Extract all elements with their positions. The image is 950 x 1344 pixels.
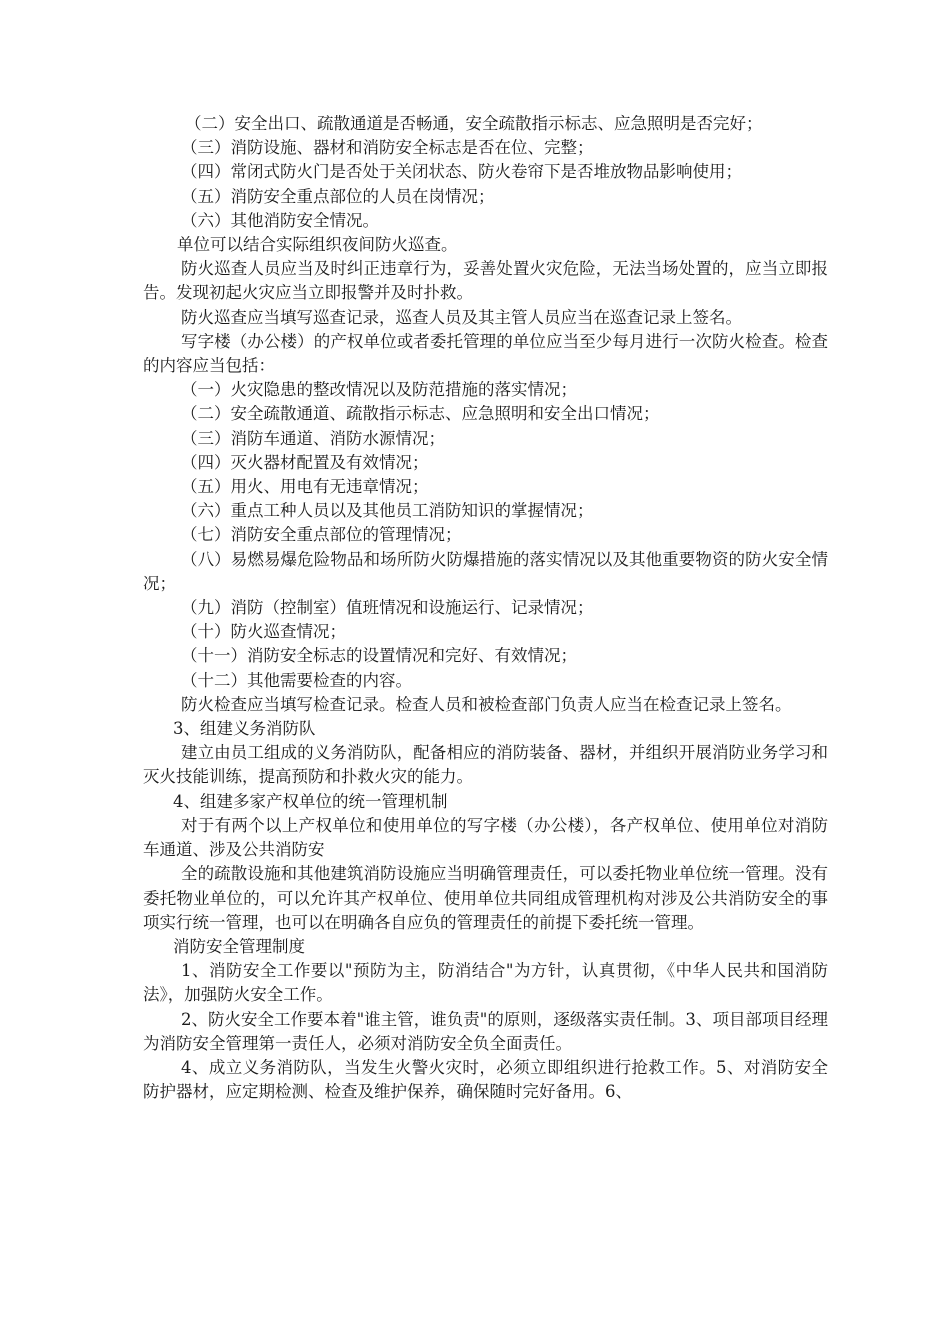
paragraph-22: 防火检查应当填写检查记录。检查人员和被检查部门负责人应当在检查记录上签名。 xyxy=(181,694,792,714)
paragraph-31: 4、成立义务消防队，当发生火警火灾时，必须立即组织进行抢救工作。5、对消防安全防护器材，应定期检测、检查及维护保养，确保随时完好备用。6、 xyxy=(143,1057,828,1102)
section-heading-4: 4、组建多家产权单位的统一管理机制 xyxy=(173,791,448,811)
paragraph-13: （四）灭火器材配置及有效情况； xyxy=(181,452,429,472)
paragraph-5: （六）其他消防安全情况。 xyxy=(181,210,379,230)
paragraph-8: 防火巡查应当填写巡查记录，巡查人员及其主管人员应当在巡查记录上签名。 xyxy=(181,307,742,327)
paragraph-7: 防火巡查人员应当及时纠正违章行为，妥善处置火灾危险，无法当场处置的，应当立即报告。发现初起火灾应当立即报警并及时扑救。 xyxy=(143,259,828,303)
section-heading-management: 消防安全管理制度 xyxy=(173,936,305,956)
paragraph-16: （七）消防安全重点部位的管理情况； xyxy=(181,525,462,545)
paragraph-4: （五）消防安全重点部位的人员在岗情况； xyxy=(181,186,495,206)
paragraph-26: 对于有两个以上产权单位和使用单位的写字楼（办公楼），各产权单位、使用单位对消防车通道、涉及公共消防安 xyxy=(143,815,828,860)
paragraph-24: 建立由员工组成的义务消防队，配备相应的消防装备、器材，并组织开展消防业务学习和灭火技能训练，提高预防和扑救火灾的能力。 xyxy=(143,743,828,787)
section-heading-3: 3、组建义务消防队 xyxy=(173,719,316,739)
paragraph-30: 2、防火安全工作要本着"谁主管，谁负责"的原则，逐级落实责任制。3、项目部项目经理为消防安全管理第一责任人，必须对消防安全负全面责任。 xyxy=(143,1009,828,1053)
paragraph-10: （一）火灾隐患的整改情况以及防范措施的落实情况； xyxy=(181,380,577,400)
paragraph-12: （三）消防车通道、消防水源情况； xyxy=(181,428,445,448)
paragraph-20: （十一）消防安全标志的设置情况和完好、有效情况； xyxy=(181,646,577,666)
paragraph-1: （二）安全出口、疏散通道是否畅通，安全疏散指示标志、应急照明是否完好； xyxy=(185,114,763,133)
paragraph-29: 1、消防安全工作要以"预防为主，防消结合"为方针，认真贯彻，《中华人民共和国消防法》，加强防火安全工作。 xyxy=(143,961,828,1005)
paragraph-3: （四）常闭式防火门是否处于关闭状态、防火卷帘下是否堆放物品影响使用； xyxy=(181,162,742,182)
paragraph-6: 单位可以结合实际组织夜间防火巡查。 xyxy=(177,235,458,255)
paragraph-2: （三）消防设施、器材和消防安全标志是否在位、完整； xyxy=(181,138,594,158)
paragraph-27: 全的疏散设施和其他建筑消防设施应当明确管理责任，可以委托物业单位统一管理。没有委托物业单位的，可以允许其产权单位、使用单位共同组成管理机构对涉及公共消防安全的事项实行统一管理，也可以在明确各自应负的管理责任的前提下委托统一管理。 xyxy=(143,864,828,932)
paragraph-18: （九）消防（控制室）值班情况和设施运行、记录情况； xyxy=(181,598,594,618)
document-body xyxy=(143,112,828,1104)
paragraph-17: （八）易燃易爆危险物品和场所防火防爆措施的落实情况以及其他重要物资的防火安全情况； xyxy=(143,549,828,593)
paragraph-9: 写字楼（办公楼）的产权单位或者委托管理的单位应当至少每月进行一次防火检查。检查的内容应当包括： xyxy=(143,331,828,376)
paragraph-21: （十二）其他需要检查的内容。 xyxy=(181,670,412,690)
paragraph-19: （十）防火巡查情况； xyxy=(181,622,346,642)
paragraph-14: （五）用火、用电有无违章情况； xyxy=(181,477,429,497)
paragraph-11: （二）安全疏散通道、疏散指示标志、应急照明和安全出口情况； xyxy=(181,404,660,424)
paragraph-15: （六）重点工种人员以及其他员工消防知识的掌握情况； xyxy=(181,501,594,521)
